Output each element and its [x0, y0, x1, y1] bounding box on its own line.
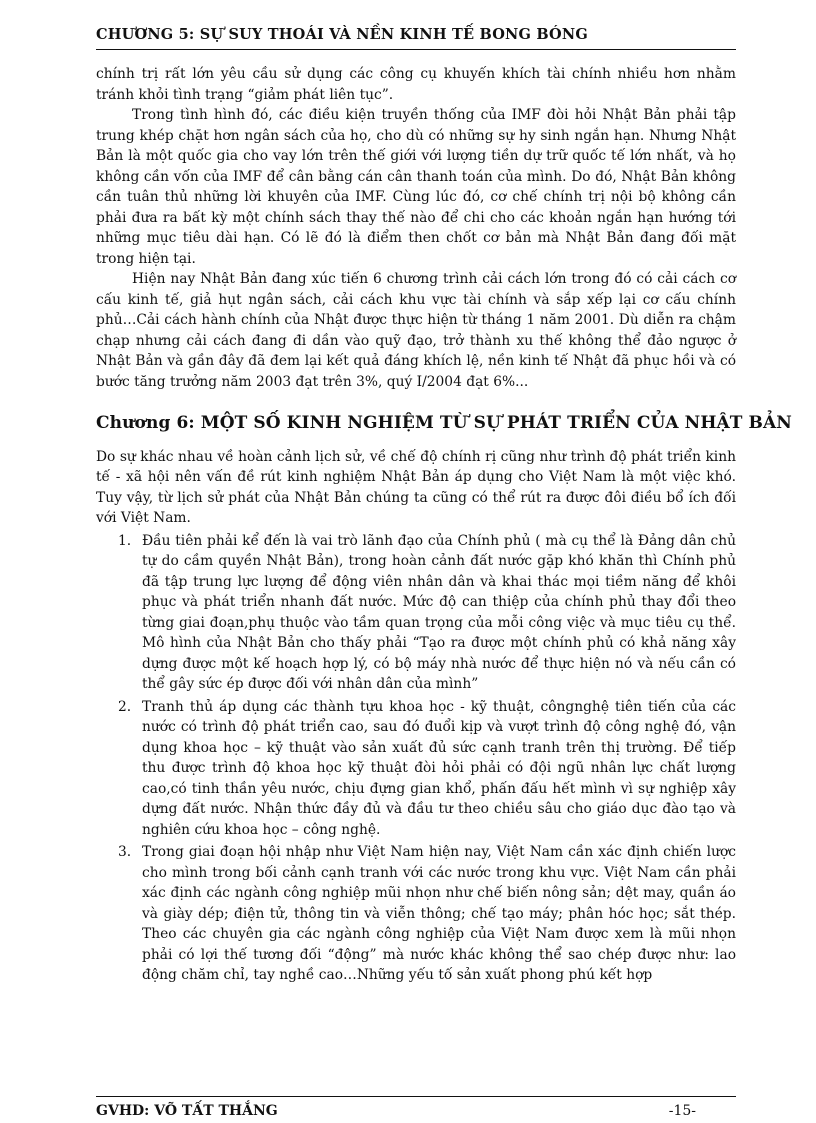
footer-advisor: GVHD: VÕ TẤT THẮNG	[96, 1103, 278, 1119]
list-item-text: Trong giai đoạn hội nhập như Việt Nam hiện nay, Việt Nam cần xác định chiến lược cho mình trong bối cảnh cạnh tranh với các nước trong khu vực. Việt Nam cần phải xác định các ngành công nghiệp mũi nhọn như chế biến nông sản; dệt may, quần áo và giày dép; điện tử, thông tin và viễn thông; chế tạo máy; phân hóc học; sắt thép. Theo các chuyên gia các ngành công nghiệp của Việt Nam được xem là mũi nhọn phải có lợi thế tương đối “động” mà nước khác không thể sao chép được như: lao động chăm chỉ, tay nghề cao…Những yếu tố sản xuất phong phú kết hợp	[142, 844, 736, 983]
intro-paragraph: chính trị rất lớn yêu cầu sử dụng các công cụ khuyến khích tài chính nhiều hơn nhằm tránh khỏi tình trạng “giảm phát liên tục”.	[96, 66, 736, 103]
list-item-number: 3.	[118, 844, 132, 860]
list-item-text: Tranh thủ áp dụng các thành tựu khoa học - kỹ thuật, côngnghệ tiên tiến của các nước có trình độ phát triển cao, sau đó đuổi kịp và vượt trình độ công nghệ đó, vận dụng khoa học – kỹ thuật vào sản xuất đủ sức cạnh tranh trên thị trường. Để tiếp thu được trình độ khoa học kỹ thuật đòi hỏi phải có đội ngũ nhân lực chất lượng cao,có tinh thần yêu nước, chịu đựng gian khổ, phấn đấu hết mình vì sự nghiệp xây dựng đất nước. Nhận thức đầy đủ và đầu tư theo chiều sâu cho giáo dục đào tạo và nghiên cứu khoa học – công nghệ.	[142, 698, 736, 838]
page-body	[96, 64, 792, 986]
chapter-heading: Chương 6: MỘT SỐ KINH NGHIỆM TỪ SỰ PHÁT TRIỂN CỦA NHẬT BẢN	[96, 413, 792, 433]
page-footer	[96, 1096, 736, 1119]
list-item	[96, 531, 736, 695]
page-number: -15-	[668, 1103, 696, 1119]
list-item	[96, 697, 736, 841]
intro-paragraph: Hiện nay Nhật Bản đang xúc tiến 6 chương trình cải cách lớn trong đó có cải cách cơ cấu kinh tế, giả hụt ngân sách, cải cách khu vực tài chính và sắp xếp lại cơ cấu chính phủ…Cải cách hành chính của Nhật được thực hiện từ tháng 1 năm 2001. Dù diễn ra chậm chạp nhưng cải cách đang đi dần vào quỹ đạo, trở thành xu thế không thể đảo ngược ở Nhật Bản và gần đây đã đem lại kết quả đáng khích lệ, nền kinh tế Nhật đã phục hồi và có bước tăng trưởng năm 2003 đạt trên 3%, quý I/2004 đạt 6%...	[96, 271, 736, 390]
intro-paragraph: Trong tình hình đó, các điều kiện truyền thống của IMF đòi hỏi Nhật Bản phải tập trung khép chặt hơn ngân sách của họ, cho dù có những sự hy sinh ngắn hạn. Nhưng Nhật Bản là một quốc gia cho vay lớn trên thế giới với lượng tiền dự trữ quốc tế lớn nhất, và họ không cần vốn của IMF để cân bằng cán cân thanh toán của mình. Do đó, Nhật Bản không cần tuân thủ những lời khuyên của IMF. Cùng lúc đó, cơ chế chính trị nội bộ không cần phải đưa ra bất kỳ một chính sách thay thế nào để chi cho các khoản ngắn hạn hướng tới những mục tiêu dài hạn. Có lẽ đó là điểm then chốt cơ bản mà Nhật Bản đang đối mặt trong hiện tại.	[96, 107, 736, 267]
list-item-text: Đầu tiên phải kể đến là vai trò lãnh đạo của Chính phủ ( mà cụ thể là Đảng dân chủ tự do cầm quyền Nhật Bản), trong hoàn cảnh đất nước gặp khó khăn thì Chính phủ đã tập trung lực lượng để động viên nhân dân và khai thác mọi tiềm năng để khôi phục và phát triển nhanh đất nước. Mức độ can thiệp của chính phủ thay đổi theo từng giai đoạn,phụ thuộc vào tầm quan trọng của mỗi công việc và mục tiêu cụ thể. Mô hình của Nhật Bản cho thấy phải “Tạo ra được một chính phủ có khả năng xây dựng được một kế hoạch hợp lý, có bộ máy nhà nước để thực hiện nó và nếu cần có thể gây sức ép được đối với nhân dân của mình”	[142, 532, 736, 692]
lessons-list	[96, 531, 736, 986]
chapter-lead-paragraph: Do sự khác nhau về hoàn cảnh lịch sử, về chế độ chính rị cũng như trình độ phát triển kinh tế - xã hội nên vấn đề rút kinh nghiệm Nhật Bản áp dụng cho Việt Nam là một việc khó. Tuy vậy, từ lịch sử phát của Nhật Bản chúng ta cũng có thể rút ra được đôi điều bổ ích đối với Việt Nam.	[96, 448, 736, 526]
list-item-number: 1.	[118, 532, 132, 549]
list-item	[96, 842, 736, 986]
running-header: CHƯƠNG 5: SỰ SUY THOÁI VÀ NỀN KINH TẾ BONG BÓNG	[96, 26, 736, 50]
list-item-number: 2.	[118, 698, 132, 715]
